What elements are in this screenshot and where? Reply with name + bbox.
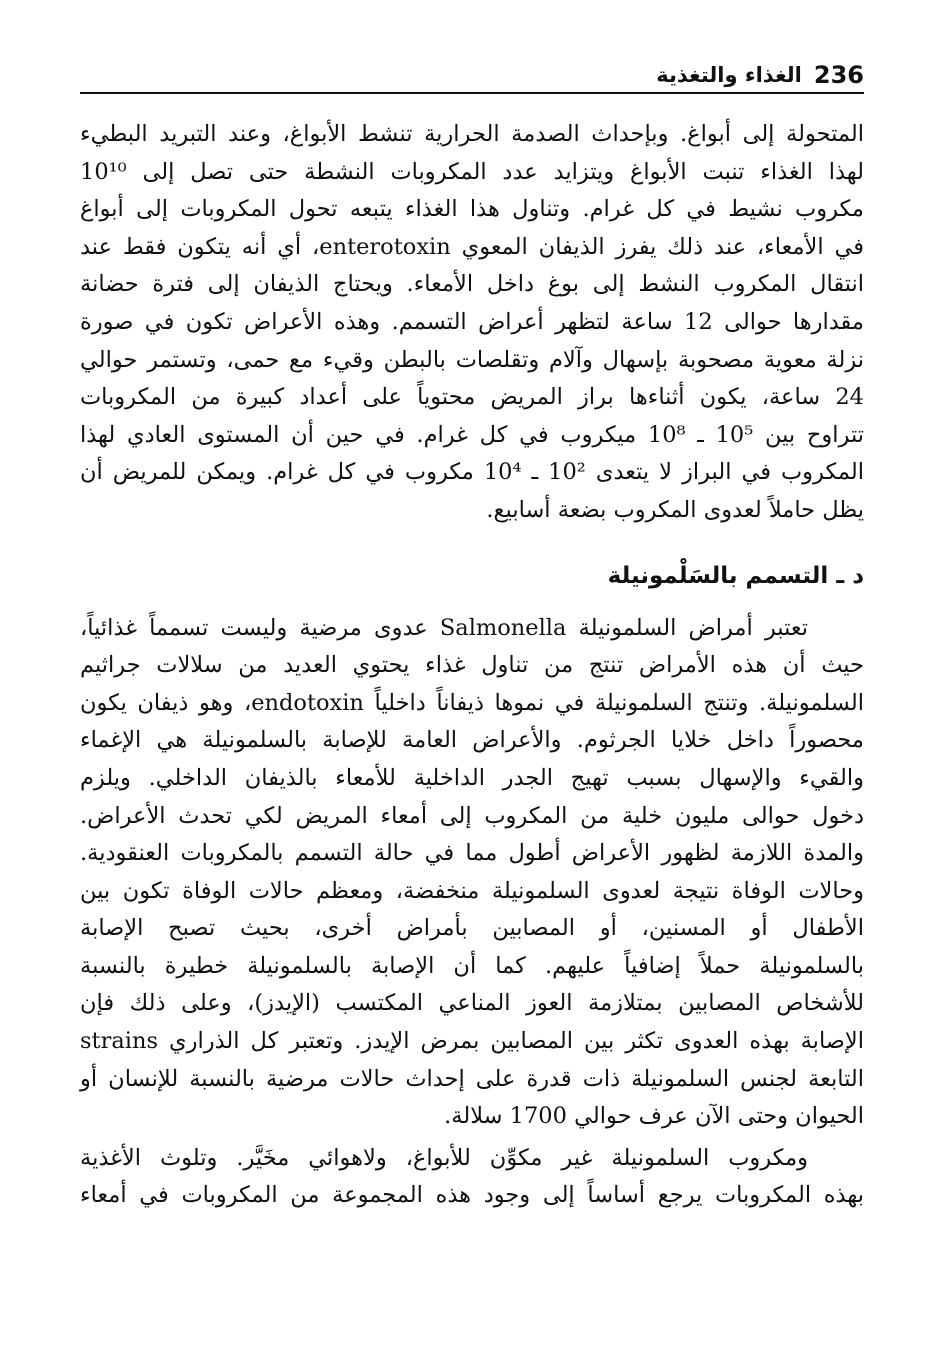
section-heading-salmonella: د ـ التسمم بالسَلْمونيلة: [607, 562, 864, 589]
text-line: محصوراً داخل خلايا الجرثوم. والأعراض العامة للإصابة بالسلمونيلة هي الإغماء: [80, 727, 864, 754]
page-header: [80, 56, 864, 94]
text-line: للأشخاص المصابين بمتلازمة العوز المناعي المكتسب (الإيدز)، وعلى ذلك فإن: [80, 990, 864, 1017]
text-line: التابعة لجنس السلمونيلة ذات قدرة على إحداث حالات مرضية بالنسبة للإنسان أو: [80, 1065, 864, 1092]
text-line: ومكروب السلمونيلة غير مكوِّن للأبواغ، ولاهوائي مخَيَّر. وتلوث الأغذية: [80, 1144, 808, 1171]
text-line: 24 ساعة، يكون أثناءها براز المريض محتوياً على أعداد كبيرة من المكروبات: [80, 384, 864, 411]
text-line: نزلة معوية مصحوبة بإسهال وآلام وتقلصات بالبطن وقيء مع حمى، وتستمر حوالي: [80, 346, 864, 373]
text-line: مقدارها حوالى 12 ساعة لتظهر أعراض التسمم. وهذه الأعراض تكون في صورة: [80, 308, 864, 335]
paragraph-salmonella: [80, 610, 864, 1136]
text-line: لهذا الغذاء تنبت الأبواغ ويتزايد عدد المكروبات النشطة حتى تصل إلى 10¹⁰: [80, 158, 864, 185]
text-line: الإصابة بهذه العدوى تكثر بين المصابين بمرض الإيدز. وتعتبر كل الذراري strains: [80, 1028, 864, 1055]
page-number: 236: [813, 61, 864, 89]
page-body: [80, 116, 864, 1215]
text-line: مكروب نشيط في كل غرام. وتناول هذا الغذاء يتبعه تحول المكروبات إلى أبواغ: [80, 196, 864, 223]
paragraph-salmonella-properties: [80, 1140, 864, 1215]
text-line: والقيء والإسهال بسبب تهيج الجدر الداخلية للأمعاء بالذيفان الداخلي. ويلزم: [80, 764, 864, 791]
text-line: الأطفال أو المسنين، أو المصابين بأمراض أخرى، بحيث تصبح الإصابة: [80, 915, 864, 942]
text-line: الحيوان وحتى الآن عرف حوالي 1700 سلالة.: [444, 1103, 864, 1130]
text-line: السلمونيلة. وتنتج السلمونيلة في نموها ذيفاناً داخلياً endotoxin، وهو ذيفان يكون: [80, 689, 864, 716]
text-line: بالسلمونيلة حملاً إضافياً عليهم. كما أن الإصابة بالسلمونيلة خطيرة بالنسبة: [80, 952, 864, 979]
running-title: الغذاء والتغذية: [656, 63, 802, 87]
text-line: دخول حوالى مليون خلية من المكروب إلى أمعاء المريض لكي تحدث الأعراض.: [80, 802, 864, 829]
text-line: والمدة اللازمة لظهور الأعراض أطول مما في حالة التسمم بالمكروبات العنقودية.: [80, 840, 864, 867]
text-line: يظل حاملاً لعدوى المكروب بضعة أسابيع.: [486, 496, 864, 523]
text-line: حيث أن هذه الأمراض تنتج من تناول غذاء يحتوي العديد من سلالات جراثيم: [80, 652, 864, 679]
text-line: تتراوح بين 10⁵ ـ 10⁸ ميكروب في كل غرام. في حين أن المستوى العادي لهذا: [80, 421, 864, 448]
text-line: في الأمعاء، عند ذلك يفرز الذيفان المعوي enterotoxin، أي أنه يتكون فقط عند: [80, 233, 864, 260]
text-line: تعتبر أمراض السلمونيلة Salmonella عدوى مرضية وليست تسمماً غذائياً،: [80, 614, 808, 641]
text-line: بهذه المكروبات يرجع أساساً إلى وجود هذه المجموعة من المكروبات في أمعاء: [80, 1182, 864, 1209]
text-line: انتقال المكروب النشط إلى بوغ داخل الأمعاء. ويحتاج الذيفان إلى فترة حضانة: [80, 271, 864, 298]
text-line: وحالات الوفاة نتيجة لعدوى السلمونيلة منخفضة، ومعظم حالات الوفاة تكون بين: [80, 877, 864, 904]
paragraph-clostridium: [80, 116, 864, 530]
text-line: المكروب في البراز لا يتعدى 10² ـ 10⁴ مكروب في كل غرام. ويمكن للمريض أن: [80, 459, 865, 486]
text-line: المتحولة إلى أبواغ. وبإحداث الصدمة الحرارية تنشط الأبواغ، وعند التبريد البطيء: [80, 121, 864, 147]
